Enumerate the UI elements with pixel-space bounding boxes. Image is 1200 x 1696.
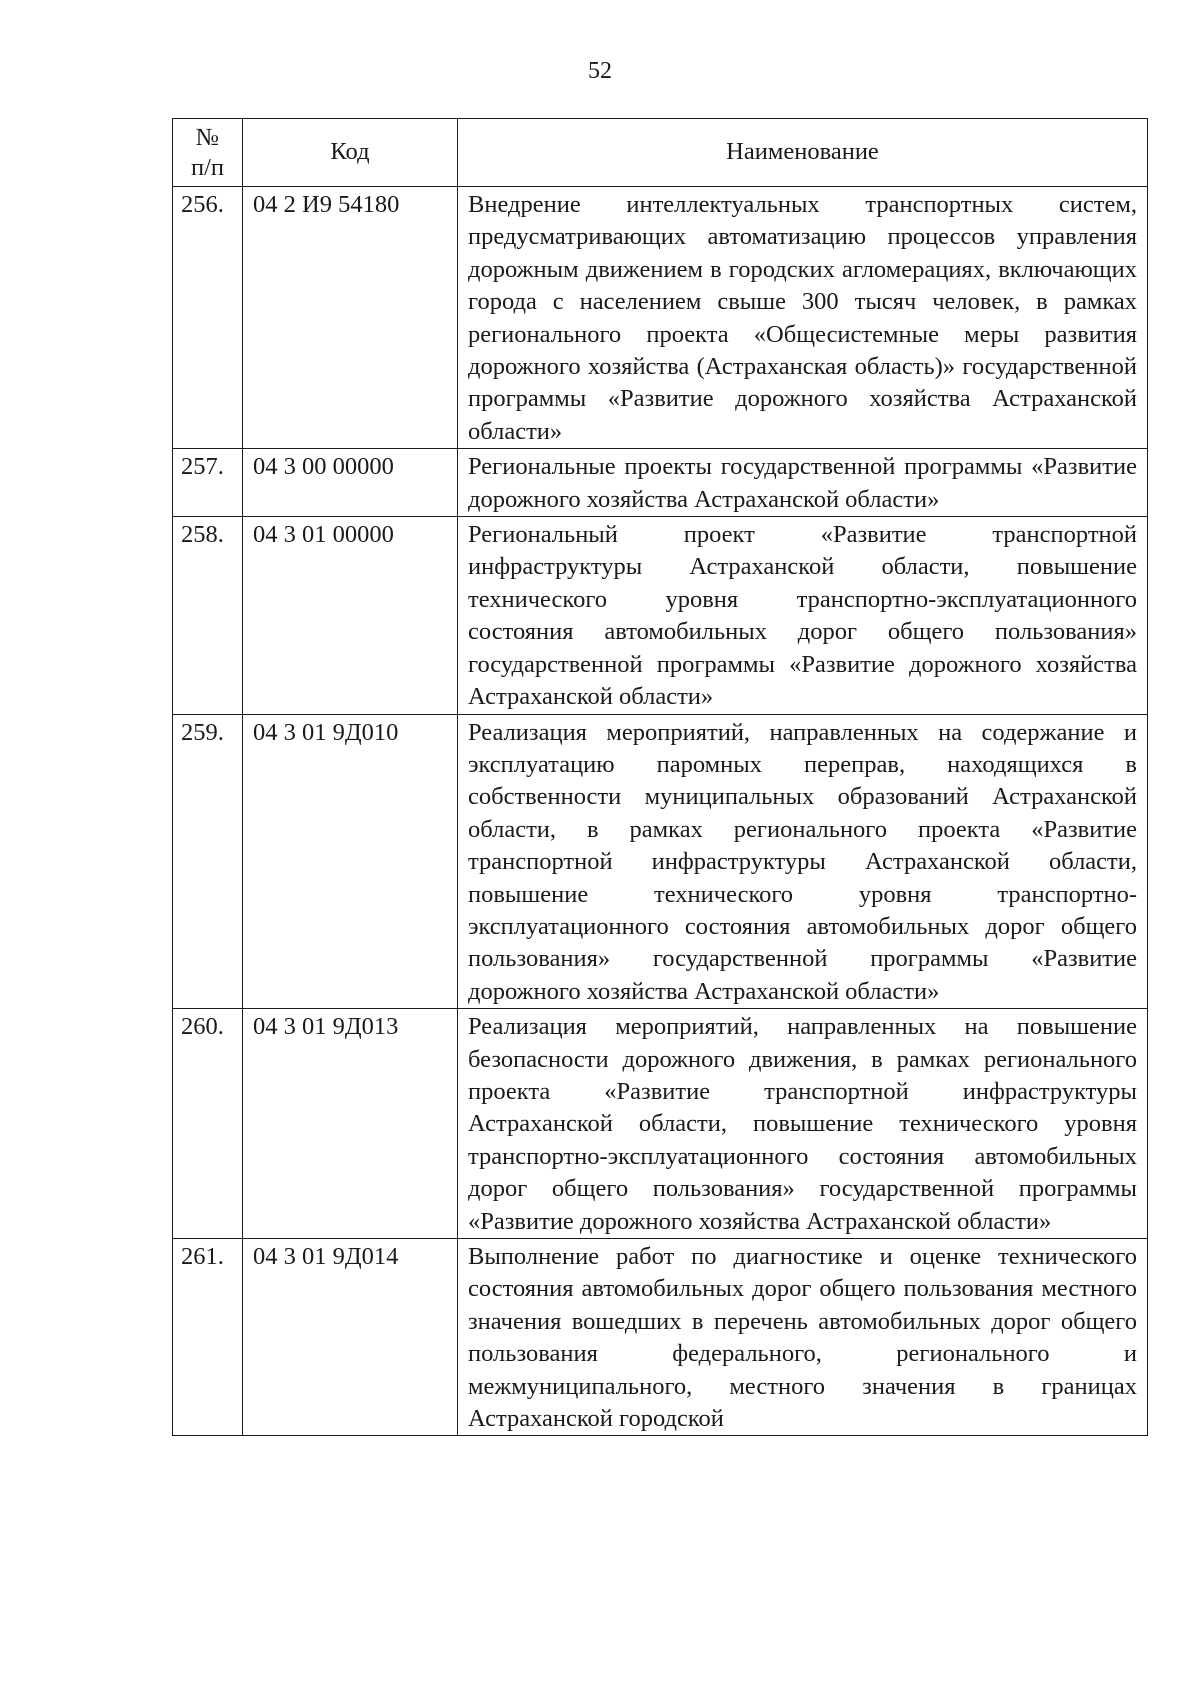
table-header bbox=[173, 119, 1148, 187]
table-header-row bbox=[173, 119, 1148, 187]
table-row bbox=[173, 187, 1148, 449]
row-code: 04 3 01 00000 bbox=[243, 517, 458, 714]
row-code: 04 3 00 00000 bbox=[243, 449, 458, 517]
budget-code-table bbox=[172, 118, 1148, 1436]
header-code: Код bbox=[243, 119, 458, 187]
row-number: 260. bbox=[173, 1009, 243, 1239]
row-code: 04 2 И9 54180 bbox=[243, 187, 458, 449]
row-name: Внедрение интеллектуальных транспортных систем, предусматривающих автоматизацию процессов управления дорожным движением в городских агломерациях, включающих города с населением свыше 300 тысяч человек, в рамках регионального проекта «Общесистемные меры развития дорожного хозяйства (Астраханская область)» государственной программы «Развитие дорожного хозяйства Астраханской области» bbox=[458, 187, 1148, 449]
row-name: Региональные проекты государственной программы «Развитие дорожного хозяйства Астраханской области» bbox=[458, 449, 1148, 517]
header-number-sign: № bbox=[195, 123, 220, 151]
table-row bbox=[173, 1239, 1148, 1436]
table-body bbox=[173, 187, 1148, 1436]
row-code: 04 3 01 9Д010 bbox=[243, 714, 458, 1009]
row-name: Региональный проект «Развитие транспортной инфраструктуры Астраханской области, повышение технического уровня транспортно-эксплуатационного состояния автомобильных дорог общего пользования» государственной программы «Развитие дорожного хозяйства Астраханской области» bbox=[458, 517, 1148, 714]
row-number: 256. bbox=[173, 187, 243, 449]
row-code: 04 3 01 9Д013 bbox=[243, 1009, 458, 1239]
table-row bbox=[173, 517, 1148, 714]
row-name: Реализация мероприятий, направленных на содержание и эксплуатацию паромных переправ, находящихся в собственности муниципальных образований Астраханской области, в рамках регионального проекта «Развитие транспортной инфраструктуры Астраханской области, повышение технического уровня транспортно-эксплуатационного состояния автомобильных дорог общего пользования» государственной программы «Развитие дорожного хозяйства Астраханской области» bbox=[458, 714, 1148, 1009]
row-code: 04 3 01 9Д014 bbox=[243, 1239, 458, 1436]
page-number: 52 bbox=[588, 58, 612, 84]
row-number: 257. bbox=[173, 449, 243, 517]
header-number-abbrev: п/п bbox=[190, 153, 225, 181]
row-number: 261. bbox=[173, 1239, 243, 1436]
row-name: Выполнение работ по диагностике и оценке технического состояния автомобильных дорог общего пользования местного значения вошедших в перечень автомобильных дорог общего пользования федерального, регионального и межмуниципального, местного значения в границах Астраханской городской bbox=[458, 1239, 1148, 1436]
table-row bbox=[173, 449, 1148, 517]
row-name: Реализация мероприятий, направленных на повышение безопасности дорожного движения, в рамках регионального проекта «Развитие транспортной инфраструктуры Астраханской области, повышение технического уровня транспортно-эксплуатационного состояния автомобильных дорог общего пользования» государственной программы «Развитие дорожного хозяйства Астраханской области» bbox=[458, 1009, 1148, 1239]
row-number: 258. bbox=[173, 517, 243, 714]
table-row bbox=[173, 714, 1148, 1009]
header-row-number bbox=[173, 119, 243, 187]
row-number: 259. bbox=[173, 714, 243, 1009]
header-name: Наименование bbox=[458, 119, 1148, 187]
table-row bbox=[173, 1009, 1148, 1239]
